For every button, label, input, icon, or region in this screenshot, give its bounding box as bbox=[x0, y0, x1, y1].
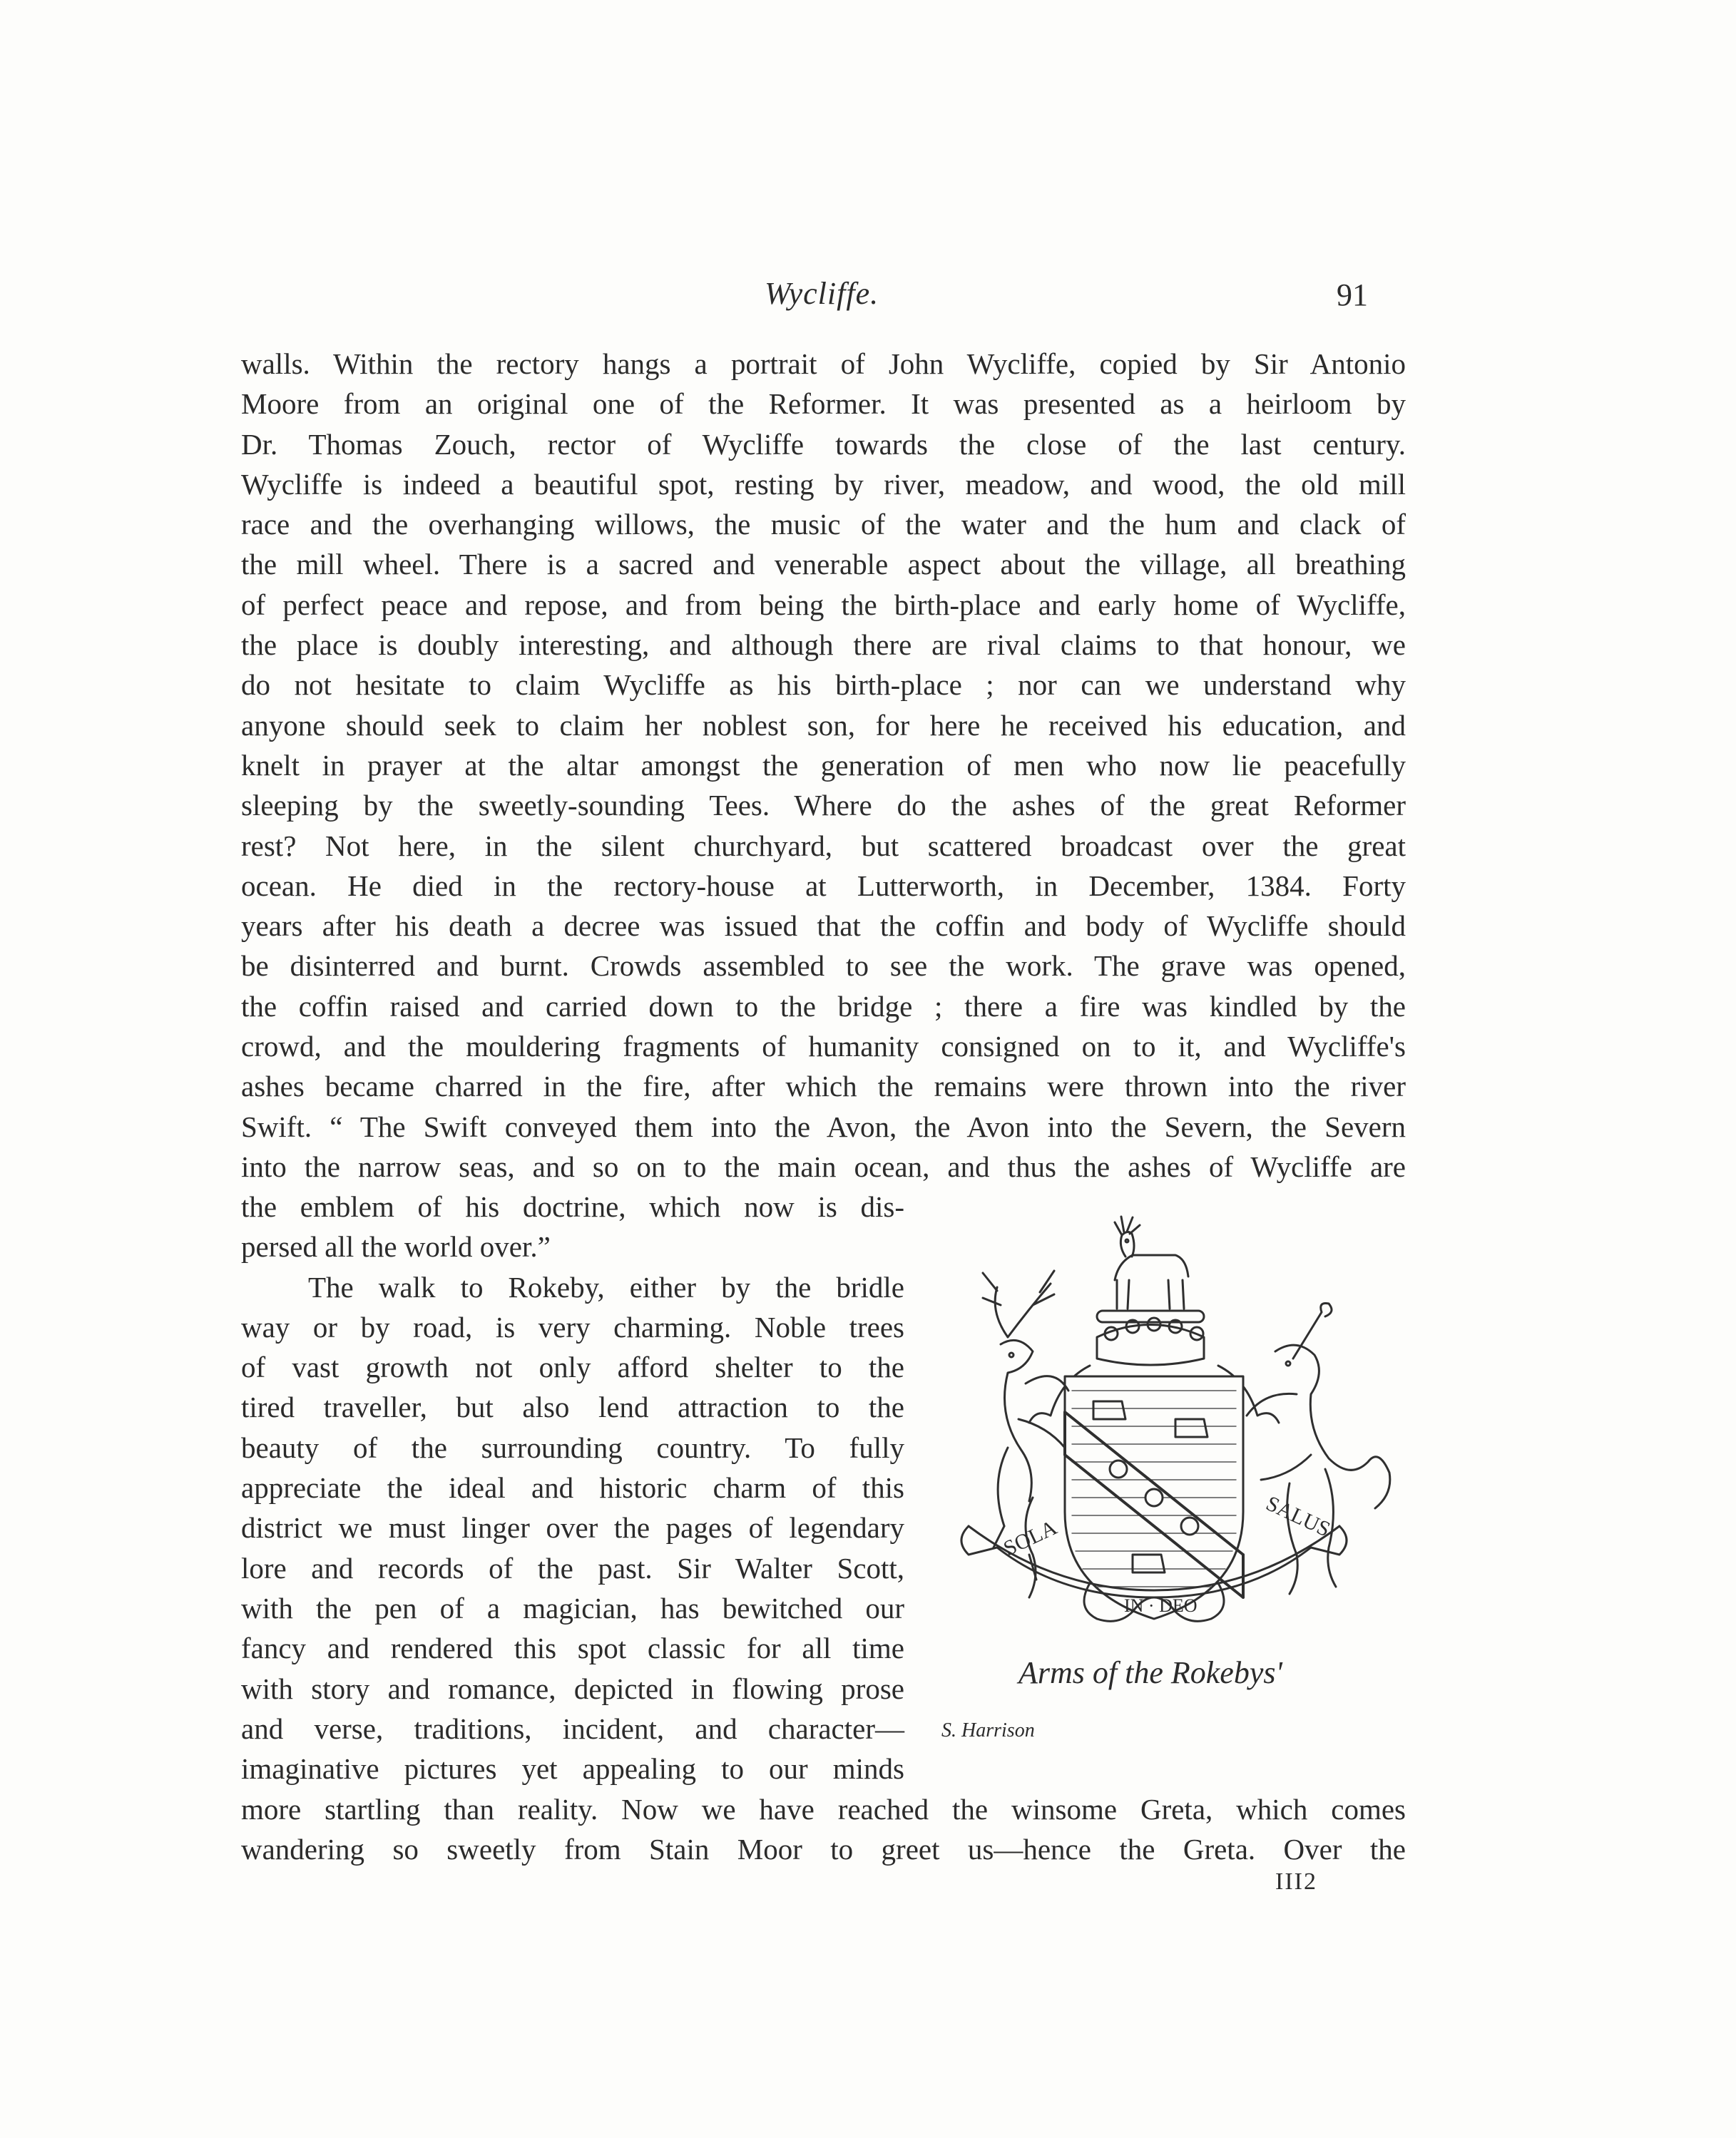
text-line: years after his death a decree was issued that the coffin and body of Wycliffe should bbox=[241, 909, 1406, 943]
body-text-beside-figure bbox=[241, 1187, 904, 1789]
text-line: wandering so sweetly from Stain Moor to greet us—hence the Greta. Over the bbox=[241, 1833, 1406, 1866]
text-line: be disinterred and burnt. Crowds assembled to see the work. The grave was opened, bbox=[241, 949, 1406, 983]
coronet-icon bbox=[1097, 1318, 1204, 1365]
text-line: Dr. Thomas Zouch, rector of Wycliffe towards the close of the last century. bbox=[241, 427, 1406, 461]
text-line: the place is doubly interesting, and although there are rival claims to that honour, we bbox=[241, 628, 1406, 662]
text-line: crowd, and the mouldering fragments of humanity consigned on to it, and Wycliffe's bbox=[241, 1030, 1406, 1063]
text-line: anyone should seek to claim her noblest son, for here he received his education, and bbox=[241, 708, 1406, 742]
crest-wreath bbox=[1097, 1311, 1204, 1322]
text-line: beauty of the surrounding country. To fully bbox=[241, 1431, 904, 1464]
text-line: of perfect peace and repose, and from being the birth-place and early home of Wycliffe, bbox=[241, 588, 1406, 621]
text-line: rest? Not here, in the silent churchyard, but scattered broadcast over the great bbox=[241, 829, 1406, 862]
text-line: ashes became charred in the fire, after which the remains were thrown into the river bbox=[241, 1070, 1406, 1103]
figure-caption: Arms of the Rokebys' bbox=[1018, 1655, 1282, 1690]
motto-right: SALUS bbox=[1262, 1491, 1334, 1542]
text-line: Swift. “ The Swift conveyed them into the Avon, the Avon into the Severn, the Severn bbox=[241, 1110, 1406, 1143]
text-line: the coffin raised and carried down to the bridge ; there a fire was kindled by the bbox=[241, 989, 1406, 1023]
text-line: tired traveller, but also lend attraction to the bbox=[241, 1391, 904, 1424]
text-line: way or by road, is very charming. Noble trees bbox=[241, 1310, 904, 1344]
printer-mark: III2 bbox=[1275, 1868, 1317, 1895]
text-line: more startling than reality. Now we have reached the winsome Greta, which comes bbox=[241, 1793, 1406, 1826]
text-line: imaginative pictures yet appealing to our minds bbox=[241, 1752, 904, 1786]
text-line: persed all the world over.” bbox=[241, 1230, 551, 1264]
text-line: the mill wheel. There is a sacred and venerable aspect about the village, all breathing bbox=[241, 548, 1406, 581]
text-line: sleeping by the sweetly-sounding Tees. Where do the ashes of the great Reformer bbox=[241, 789, 1406, 822]
text-line: Wycliffe is indeed a beautiful spot, resting by river, meadow, and wood, the old mill bbox=[241, 467, 1406, 501]
text-line: with story and romance, depicted in flowing prose bbox=[241, 1672, 904, 1705]
motto-left: SOLA bbox=[1000, 1515, 1061, 1561]
text-line: and verse, traditions, incident, and character— bbox=[241, 1712, 904, 1745]
motto-center: IN · DEO bbox=[1124, 1595, 1198, 1616]
text-line: lore and records of the past. Sir Walter Scott, bbox=[241, 1551, 904, 1585]
text-line: race and the overhanging willows, the music of the water and the hum and clack of bbox=[241, 508, 1406, 541]
body-text-full-width bbox=[241, 344, 1406, 1187]
body-text-final bbox=[241, 1789, 1406, 1870]
text-line: with the pen of a magician, has bewitched our bbox=[241, 1591, 904, 1625]
text-line: appreciate the ideal and historic charm of this bbox=[241, 1471, 904, 1505]
text-line: walls. Within the rectory hangs a portrait of John Wycliffe, copied by Sir Antonio bbox=[241, 347, 1406, 380]
shield-icon bbox=[1065, 1376, 1243, 1619]
text-line: knelt in prayer at the altar amongst the generation of men who now lie peacefully bbox=[241, 748, 1406, 782]
text-line: fancy and rendered this spot classic for all time bbox=[241, 1632, 904, 1665]
text-line: Moore from an original one of the Reformer. It was presented as a heirloom by bbox=[241, 387, 1406, 421]
artist-signature: S. Harrison bbox=[941, 1719, 1035, 1741]
text-line: do not hesitate to claim Wycliffe as his birth-place ; nor can we understand why bbox=[241, 668, 1406, 702]
text-line: district we must linger over the pages of legendary bbox=[241, 1511, 904, 1545]
coat-of-arms-illustration bbox=[940, 1212, 1411, 1776]
paragraph-start: The walk to Rokeby, either by the bridle bbox=[308, 1270, 904, 1304]
running-title: Wycliffe. bbox=[765, 276, 879, 311]
text-line: ocean. He died in the rectory-house at Lutterworth, in December, 1384. Forty bbox=[241, 869, 1406, 902]
crest-stag-icon bbox=[1115, 1217, 1188, 1309]
text-line: into the narrow seas, and so on to the main ocean, and thus the ashes of Wycliffe are bbox=[241, 1150, 1406, 1183]
text-line: the emblem of his doctrine, which now is dis- bbox=[241, 1190, 904, 1223]
page-number: 91 bbox=[1337, 277, 1368, 312]
text-line: of vast growth not only afford shelter to the bbox=[241, 1351, 904, 1384]
running-header bbox=[0, 275, 1736, 318]
